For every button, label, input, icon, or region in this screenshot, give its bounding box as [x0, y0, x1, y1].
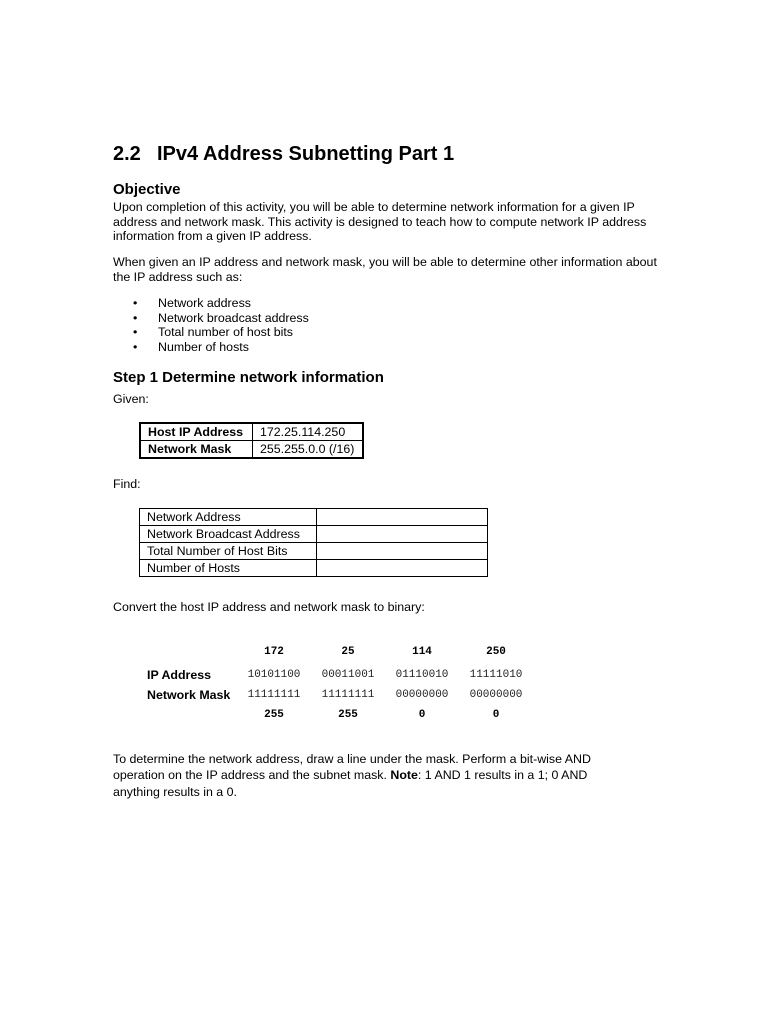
- list-item: • Number of hosts: [133, 339, 249, 354]
- decimal-octet: 250: [486, 646, 506, 658]
- answer-cell[interactable]: [317, 526, 488, 543]
- section-title-text: IPv4 Address Subnetting Part 1: [157, 143, 455, 165]
- binary-octet: 01110010: [395, 669, 449, 681]
- binary-octet: 00000000: [395, 689, 449, 701]
- table-row: [140, 560, 488, 577]
- bullet-icon: •: [133, 296, 138, 310]
- objective-paragraph-1: Upon completion of this activity, you will be able to determine network information for a given IP address and network mask. This activity is designed to teach how to compute network IP address information from a given IP address.: [113, 200, 647, 244]
- objective-bullet-list: [113, 296, 309, 354]
- find-label: Find:: [113, 477, 141, 491]
- binary-octet: 11111111: [247, 689, 301, 701]
- network-mask-label: Network Mask: [147, 688, 231, 702]
- table-cell-label: Host IP Address: [140, 423, 253, 441]
- table-cell-label: Number of Hosts: [140, 560, 317, 577]
- given-label: Given:: [113, 392, 149, 406]
- answer-cell[interactable]: [317, 543, 488, 560]
- binary-octet: 11111010: [469, 669, 523, 681]
- table-row: [140, 423, 363, 441]
- bullet-icon: •: [133, 339, 138, 354]
- decimal-octet: 25: [341, 646, 355, 658]
- decimal-octet: 172: [264, 646, 284, 658]
- table-row: [140, 509, 488, 526]
- binary-octet: 11111111: [321, 689, 375, 701]
- answer-cell[interactable]: [317, 509, 488, 526]
- binary-octet: 00011001: [321, 669, 375, 681]
- section-number: 2.2: [113, 143, 141, 165]
- table-row: [140, 526, 488, 543]
- list-item: • Network address: [133, 296, 251, 310]
- table-row: [140, 543, 488, 560]
- table-cell-value: 172.25.114.250: [253, 423, 364, 441]
- decimal-octet: 255: [264, 709, 284, 721]
- decimal-octet: 0: [492, 709, 500, 721]
- decimal-octet: 0: [418, 709, 426, 721]
- binary-octet: 10101100: [247, 669, 301, 681]
- table-cell-label: Network Broadcast Address: [140, 526, 317, 543]
- list-item: • Total number of host bits: [133, 325, 293, 340]
- note-label: Note: [390, 768, 418, 783]
- given-table: [139, 422, 364, 459]
- binary-octet: 00000000: [469, 689, 523, 701]
- objective-heading: Objective: [113, 181, 181, 198]
- ip-address-label: IP Address: [147, 668, 212, 682]
- convert-instruction: Convert the host IP address and network mask to binary:: [113, 600, 425, 614]
- table-cell-label: Network Mask: [140, 441, 253, 459]
- bullet-icon: •: [133, 325, 138, 340]
- table-cell-label: Network Address: [140, 509, 317, 526]
- answer-cell[interactable]: [317, 560, 488, 577]
- table-row: [140, 441, 363, 459]
- table-cell-label: Total Number of Host Bits: [140, 543, 317, 560]
- step1-heading: Step 1 Determine network information: [113, 369, 384, 386]
- decimal-octet: 255: [338, 709, 358, 721]
- bullet-icon: •: [133, 310, 138, 325]
- find-table: [139, 508, 488, 577]
- section-title: [113, 143, 454, 166]
- table-cell-value: 255.255.0.0 (/16): [253, 441, 364, 459]
- decimal-octet: 114: [412, 646, 432, 658]
- list-item: • Network broadcast address: [133, 310, 309, 325]
- closing-paragraph: To determine the network address, draw a line under the mask. Perform a bit-wise AND operation on the IP address and the subnet mask. Note: 1 AND 1 results in a 1; 0 AND anything results in a 0.: [113, 752, 591, 799]
- objective-paragraph-2: When given an IP address and network mask, you will be able to determine other information about the IP address such as:: [113, 255, 657, 284]
